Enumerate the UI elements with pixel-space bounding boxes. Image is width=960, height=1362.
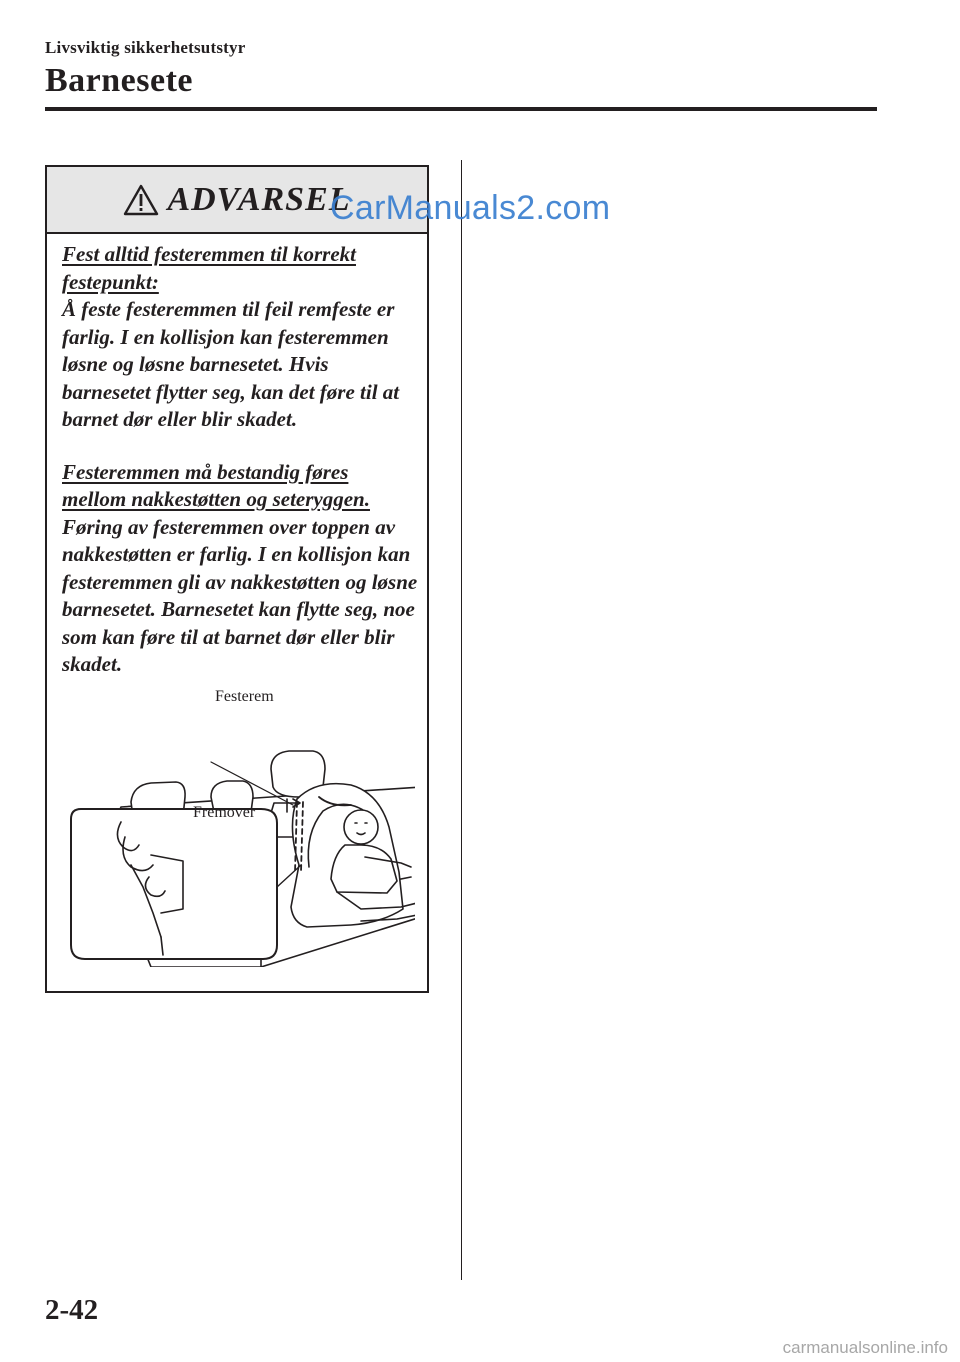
warning-heading-1b: festepunkt: [62,269,159,294]
warning-heading-2a: Festeremmen må bestandig føres [62,459,349,484]
title-rule [45,107,877,111]
footer-site-watermark: carmanualsonline.info [782,1338,948,1357]
column-divider [461,160,462,1280]
warning-body-1: Å feste festeremmen til feil remfeste er farlig. I en kollisjon kan festeremmen løsne og løsne barnesetet. Hvis barnesetet flytter seg, kan det føre til at barnet dør eller blir skadet. [62,297,400,431]
label-festerem: Festerem [215,688,274,705]
section-label: Livsviktig sikkerhetsutstyr [45,38,246,57]
page-title: Barnesete [45,62,194,99]
warning-text [62,241,422,679]
label-fremover: Fremover [193,804,256,821]
child-seat-illustration [61,687,415,967]
warning-box [45,165,429,993]
child-seat-drawing [61,687,415,967]
warning-body-2: Føring av festeremmen over toppen av nakkestøtten er farlig. I en kollisjon kan festeremmen gli av nakkestøtten og løsne barnesetet. Barnesetet kan flytte seg, noe som kan føre til at barnet dør eller blir skadet. [62,514,418,676]
warning-heading-1a: Fest alltid festeremmen til korrekt [62,242,356,266]
watermark-carmanuals2: CarManuals2.com [330,189,611,227]
warning-triangle-icon [123,184,159,216]
warning-title: ADVARSEL [167,180,351,218]
page-number: 2-42 [45,1294,99,1326]
warning-heading-2b: mellom nakkestøtten og seteryggen. [62,487,370,511]
